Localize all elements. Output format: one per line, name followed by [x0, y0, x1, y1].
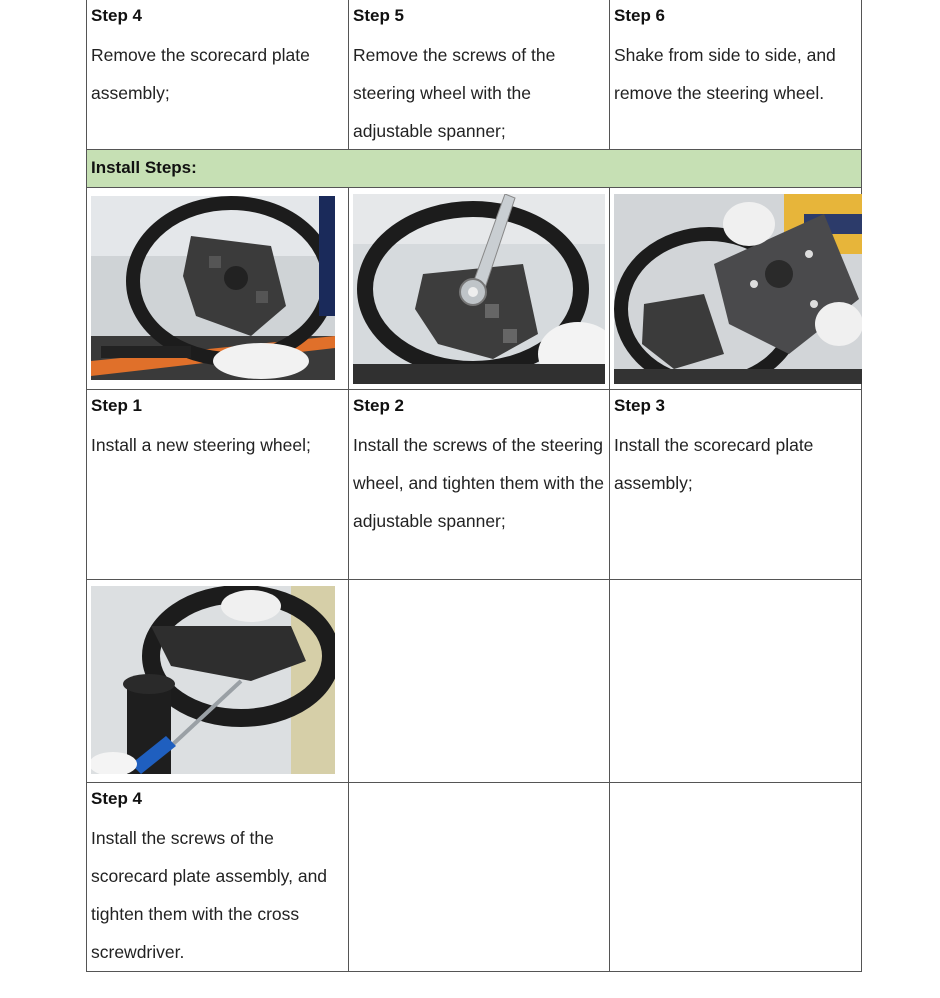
step-title: Step 6 — [614, 6, 666, 25]
step-cell — [86, 0, 348, 150]
step-description: Install a new steering wheel; — [91, 435, 311, 455]
screwdriver-photo-row — [86, 580, 862, 783]
photo-cell — [348, 188, 609, 390]
step-description: Install the scorecard plate assembly; — [614, 435, 814, 493]
photo-cell — [86, 188, 348, 390]
instruction-table — [86, 0, 862, 972]
header-cell — [86, 150, 862, 188]
removal-steps-row — [86, 0, 862, 150]
step-title: Step 1 — [91, 396, 143, 415]
step-cell — [348, 0, 609, 150]
empty-cell — [609, 580, 862, 783]
step-description: Install the screws of the scorecard plate assembly, and tighten them with the cross screwdriver. — [91, 828, 328, 962]
step-description: Shake from side to side, and remove the steering wheel. — [614, 45, 836, 103]
step-cell — [609, 0, 862, 150]
install-photos-row — [86, 188, 862, 390]
step-cell — [86, 390, 348, 580]
step-title: Step 2 — [353, 396, 405, 415]
empty-cell — [609, 783, 862, 972]
empty-cell — [348, 783, 609, 972]
spanner-photo — [353, 194, 605, 384]
photo-cell — [609, 188, 862, 390]
step-description: Remove the screws of the steering wheel with the adjustable spanner; — [353, 45, 556, 141]
empty-cell — [348, 580, 609, 783]
install-steps-row — [86, 390, 862, 580]
step-cell — [86, 783, 348, 972]
step-title: Step 5 — [353, 6, 405, 25]
section-heading: Install Steps: — [91, 158, 197, 177]
photo-cell — [86, 580, 348, 783]
step-title: Step 4 — [91, 789, 143, 808]
step-title: Step 3 — [614, 396, 666, 415]
step-description: Remove the scorecard plate assembly; — [91, 45, 310, 103]
install-steps-header — [86, 150, 862, 188]
screwdriver-photo — [91, 586, 335, 774]
step-cell — [609, 390, 862, 580]
step-description: Install the screws of the steering wheel, and tighten them with the adjustable spanner; — [353, 435, 604, 531]
scorecard-plate-photo — [614, 194, 862, 384]
steering-wheel-photo — [91, 196, 335, 380]
step-cell — [348, 390, 609, 580]
step-title: Step 4 — [91, 6, 143, 25]
final-step-row — [86, 783, 862, 972]
